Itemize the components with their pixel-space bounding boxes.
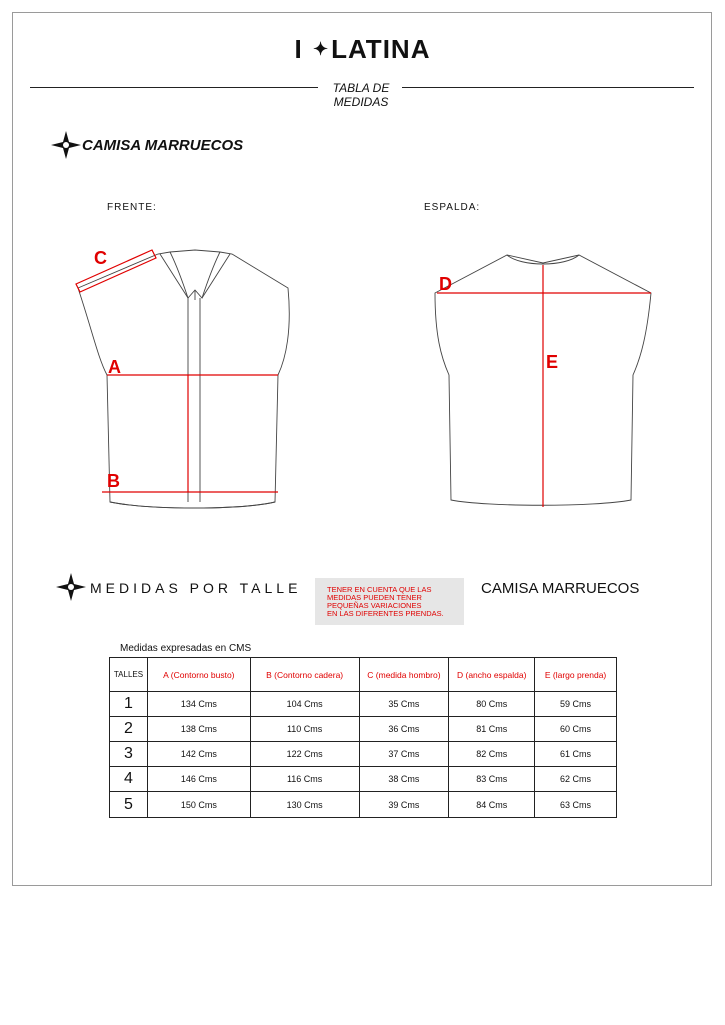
column-header: D (ancho espalda) bbox=[449, 658, 535, 692]
table-cell: 35 Cms bbox=[359, 692, 449, 717]
table-cell: 110 Cms bbox=[250, 717, 359, 742]
table-cell: 81 Cms bbox=[449, 717, 535, 742]
measure-mark-d: D bbox=[439, 274, 452, 294]
column-header: C (medida hombro) bbox=[359, 658, 449, 692]
column-header: B (Contorno cadera) bbox=[250, 658, 359, 692]
table-row bbox=[110, 767, 617, 792]
front-view-label: FRENTE: bbox=[107, 202, 157, 213]
table-cell: 63 Cms bbox=[535, 792, 617, 818]
table-cell: 83 Cms bbox=[449, 767, 535, 792]
table-cell: 146 Cms bbox=[147, 767, 250, 792]
brand-logo: I ✦LATINA bbox=[294, 34, 431, 64]
table-cell: 36 Cms bbox=[359, 717, 449, 742]
table-cell: 84 Cms bbox=[449, 792, 535, 818]
table-cell: 130 Cms bbox=[250, 792, 359, 818]
product-title: CAMISA MARRUECOS bbox=[82, 137, 244, 154]
table-cell: 142 Cms bbox=[147, 742, 250, 767]
size-number: 2 bbox=[110, 717, 148, 742]
column-header: TALLES bbox=[110, 658, 148, 692]
table-cell: 138 Cms bbox=[147, 717, 250, 742]
units-caption: Medidas expresadas en CMS bbox=[120, 643, 252, 654]
table-cell: 82 Cms bbox=[449, 742, 535, 767]
size-number: 5 bbox=[110, 792, 148, 818]
measures-title: MEDIDAS POR TALLE bbox=[90, 580, 302, 596]
table-row bbox=[110, 717, 617, 742]
compass-star-icon bbox=[51, 131, 81, 159]
column-header: E (largo prenda) bbox=[535, 658, 617, 692]
size-table bbox=[109, 657, 617, 818]
header-rule-left bbox=[30, 87, 318, 88]
table-cell: 116 Cms bbox=[250, 767, 359, 792]
table-cell: 38 Cms bbox=[359, 767, 449, 792]
measure-mark-c: C bbox=[94, 248, 107, 268]
garment-name: CAMISA MARRUECOS bbox=[481, 580, 640, 597]
size-number: 3 bbox=[110, 742, 148, 767]
table-cell: 39 Cms bbox=[359, 792, 449, 818]
measure-mark-e: E bbox=[546, 352, 559, 372]
back-view-label: ESPALDA: bbox=[424, 202, 481, 213]
shirt-back-diagram bbox=[425, 245, 660, 515]
star-icon: ✦ bbox=[312, 39, 330, 59]
table-cell: 37 Cms bbox=[359, 742, 449, 767]
table-cell: 62 Cms bbox=[535, 767, 617, 792]
header-rule-right bbox=[402, 87, 694, 88]
size-number: 4 bbox=[110, 767, 148, 792]
compass-star-icon bbox=[56, 573, 86, 601]
table-cell: 59 Cms bbox=[535, 692, 617, 717]
sheet-subtitle: TABLA DE MEDIDAS bbox=[332, 81, 390, 109]
table-cell: 122 Cms bbox=[250, 742, 359, 767]
table-cell: 60 Cms bbox=[535, 717, 617, 742]
variation-note: TENER EN CUENTA QUE LAS MEDIDAS PUEDEN TENER PEQUEÑAS VARIACIONES EN LAS DIFERENTES PRENDAS. bbox=[315, 578, 464, 625]
column-header: A (Contorno busto) bbox=[147, 658, 250, 692]
table-cell: 80 Cms bbox=[449, 692, 535, 717]
table-header-row bbox=[110, 658, 617, 692]
measure-mark-a: A bbox=[108, 357, 121, 377]
size-number: 1 bbox=[110, 692, 148, 717]
table-row bbox=[110, 792, 617, 818]
table-cell: 104 Cms bbox=[250, 692, 359, 717]
table-row bbox=[110, 692, 617, 717]
measure-mark-b: B bbox=[107, 471, 120, 491]
table-row bbox=[110, 742, 617, 767]
table-cell: 61 Cms bbox=[535, 742, 617, 767]
table-cell: 134 Cms bbox=[147, 692, 250, 717]
table-cell: 150 Cms bbox=[147, 792, 250, 818]
